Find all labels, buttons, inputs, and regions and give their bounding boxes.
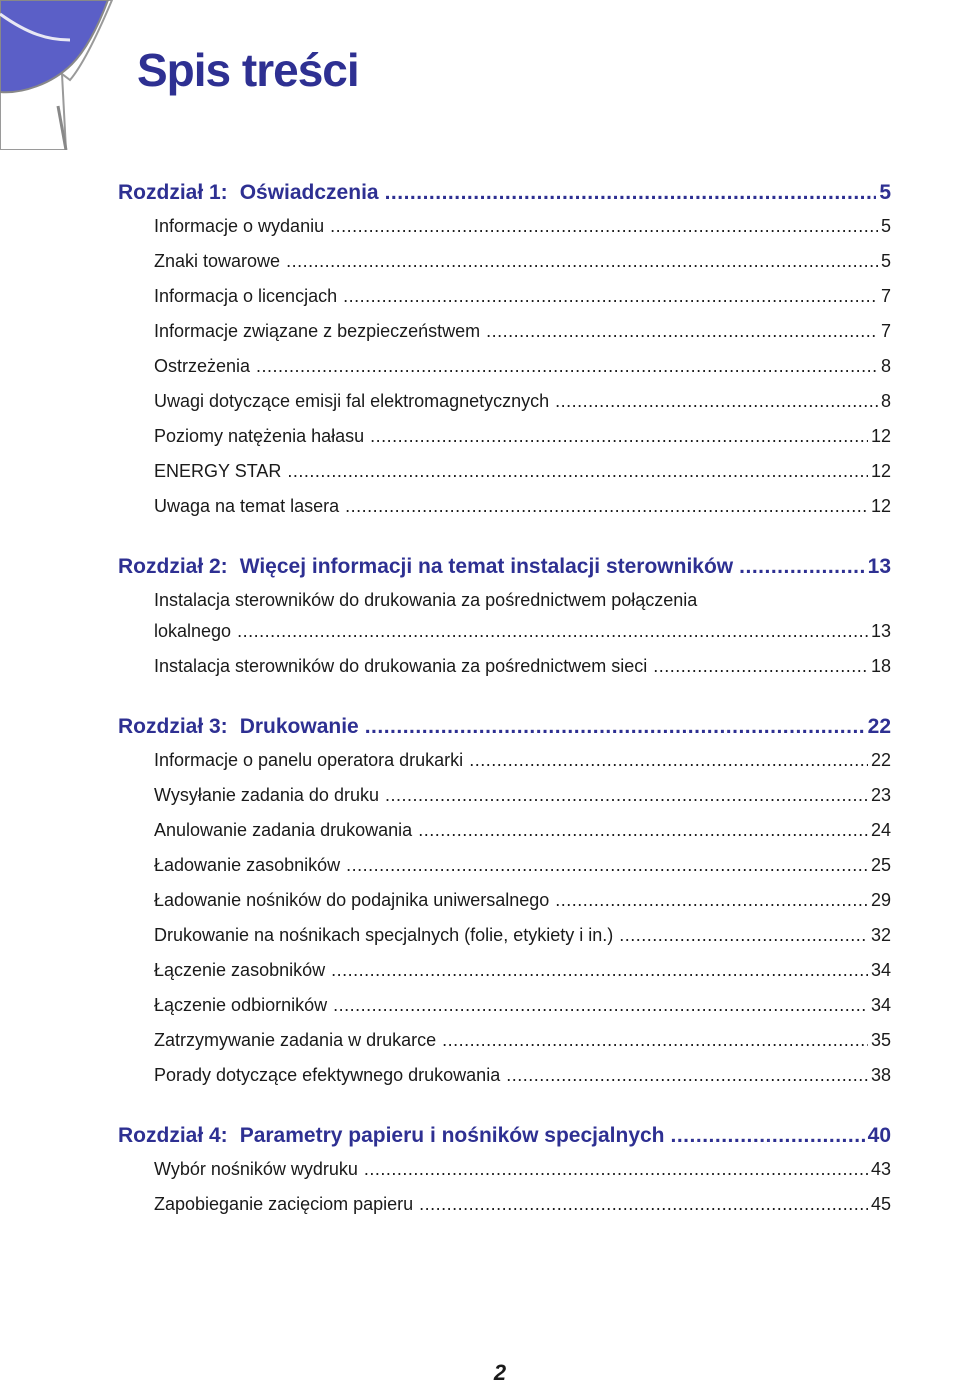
leader-dots (287, 461, 868, 482)
toc-entry[interactable] (154, 656, 891, 691)
entry-label: Instalacja sterowników do drukowania za pośrednictwem połączenia (154, 590, 698, 610)
chapter-number: Rozdział 3: (118, 715, 228, 738)
leader-dots (739, 555, 864, 579)
entry-label: Ostrzeżenia (154, 356, 251, 376)
entry-page: 8 (880, 356, 891, 376)
chapter-2-heading[interactable] (118, 555, 891, 590)
leader-dots (365, 715, 865, 739)
entry-label: Łączenie zasobników (154, 960, 326, 980)
toc-entry[interactable] (154, 1159, 891, 1194)
leader-dots (343, 286, 878, 307)
leader-dots (555, 890, 868, 911)
leader-dots (419, 1194, 868, 1215)
entry-page: 18 (870, 656, 891, 676)
entry-page: 25 (870, 855, 891, 875)
toc-entry[interactable] (154, 496, 891, 531)
leader-dots (345, 496, 868, 517)
toc-entry[interactable] (154, 461, 891, 496)
toc-entry[interactable] (154, 590, 891, 656)
toc-entry[interactable] (154, 1065, 891, 1100)
leader-dots (385, 181, 877, 205)
toc-entry[interactable] (154, 750, 891, 785)
leader-dots (442, 1030, 868, 1051)
page-title: Spis treści (137, 44, 359, 96)
chapter-page: 5 (879, 181, 891, 204)
table-of-contents (118, 181, 891, 1229)
entry-label: Wysyłanie zadania do druku (154, 785, 379, 805)
chapter-title: Więcej informacji na temat instalacji sterowników (239, 555, 734, 578)
chapter-1-heading[interactable] (118, 181, 891, 216)
entry-page: 8 (880, 391, 891, 411)
leader-dots (331, 960, 868, 981)
entry-label: Instalacja sterowników do drukowania za pośrednictwem sieci (154, 656, 648, 676)
toc-entry[interactable] (154, 286, 891, 321)
entry-page: 32 (870, 925, 891, 945)
entry-label: Informacje związane z bezpieczeństwem (154, 321, 481, 341)
leader-dots (364, 1159, 868, 1180)
leader-dots (469, 750, 868, 771)
entry-page: 23 (870, 785, 891, 805)
toc-entry[interactable] (154, 251, 891, 286)
entry-label: Uwaga na temat lasera (154, 496, 340, 516)
leader-dots (237, 621, 868, 642)
entry-page: 34 (870, 960, 891, 980)
toc-entry[interactable] (154, 890, 891, 925)
leader-dots (286, 251, 878, 272)
entry-label-continued: lokalnego (154, 621, 232, 641)
leader-dots (486, 321, 878, 342)
entry-label: Informacje o wydaniu (154, 216, 325, 236)
chapter-page: 40 (867, 1124, 891, 1147)
leader-dots (555, 391, 878, 412)
chapter-number: Rozdział 1: (118, 181, 228, 204)
entry-label: Znaki towarowe (154, 251, 281, 271)
leader-dots (619, 925, 868, 946)
leader-dots (506, 1065, 868, 1086)
entry-page: 12 (870, 461, 891, 481)
leader-dots (385, 785, 868, 806)
toc-entry[interactable] (154, 321, 891, 356)
entry-label: Ładowanie nośników do podajnika uniwersalnego (154, 890, 550, 910)
entry-page: 7 (880, 286, 891, 306)
leader-dots (671, 1124, 865, 1148)
entry-page: 38 (870, 1065, 891, 1085)
entry-page: 45 (870, 1194, 891, 1214)
toc-entry[interactable] (154, 960, 891, 995)
entry-label: Poziomy natężenia hałasu (154, 426, 365, 446)
entry-label: Łączenie odbiorników (154, 995, 328, 1015)
leader-dots (256, 356, 878, 377)
leader-dots (333, 995, 868, 1016)
toc-entry[interactable] (154, 925, 891, 960)
entry-label: Ładowanie zasobników (154, 855, 341, 875)
entry-page: 5 (880, 216, 891, 236)
toc-entry[interactable] (154, 855, 891, 890)
chapter-title: Oświadczenia (239, 181, 379, 204)
entry-page: 5 (880, 251, 891, 271)
chapter-title: Parametry papieru i nośników specjalnych (239, 1124, 665, 1147)
entry-label: Porady dotyczące efektywnego drukowania (154, 1065, 501, 1085)
toc-entry[interactable] (154, 216, 891, 251)
entry-page: 24 (870, 820, 891, 840)
chapter-title: Drukowanie (239, 715, 359, 738)
leader-dots (653, 656, 868, 677)
entry-page: 34 (870, 995, 891, 1015)
entry-label: Zapobieganie zacięciom papieru (154, 1194, 414, 1214)
chapter-number: Rozdział 2: (118, 555, 228, 578)
toc-entry[interactable] (154, 820, 891, 855)
chapter-3-heading[interactable] (118, 715, 891, 750)
toc-entry[interactable] (154, 391, 891, 426)
entry-page: 7 (880, 321, 891, 341)
chapter-4-heading[interactable] (118, 1124, 891, 1159)
toc-entry[interactable] (154, 785, 891, 820)
corner-logo-icon (0, 0, 140, 150)
entry-page: 22 (870, 750, 891, 770)
chapter-page: 22 (867, 715, 891, 738)
toc-entry[interactable] (154, 426, 891, 461)
entry-page: 43 (870, 1159, 891, 1179)
toc-entry[interactable] (154, 995, 891, 1030)
entry-label: Zatrzymywanie zadania w drukarce (154, 1030, 437, 1050)
entry-label: Informacja o licencjach (154, 286, 338, 306)
entry-label: Informacje o panelu operatora drukarki (154, 750, 464, 770)
entry-label: Drukowanie na nośnikach specjalnych (folie, etykiety i in.) (154, 925, 614, 945)
entry-label: ENERGY STAR (154, 461, 282, 481)
entry-page: 13 (870, 621, 891, 641)
leader-dots (418, 820, 868, 841)
toc-entry[interactable] (154, 1030, 891, 1065)
page-number: 2 (493, 1360, 507, 1385)
chapter-number: Rozdział 4: (118, 1124, 228, 1147)
entry-page: 29 (870, 890, 891, 910)
entry-label: Wybór nośników wydruku (154, 1159, 358, 1179)
entry-page: 12 (870, 496, 891, 516)
toc-entry[interactable] (154, 1194, 891, 1229)
entry-page: 35 (870, 1030, 891, 1050)
toc-entry[interactable] (154, 356, 891, 391)
entry-label: Anulowanie zadania drukowania (154, 820, 413, 840)
chapter-page: 13 (867, 555, 891, 578)
leader-dots (370, 426, 868, 447)
leader-dots (346, 855, 868, 876)
entry-label: Uwagi dotyczące emisji fal elektromagnetycznych (154, 391, 550, 411)
leader-dots (330, 216, 878, 237)
entry-page: 12 (870, 426, 891, 446)
